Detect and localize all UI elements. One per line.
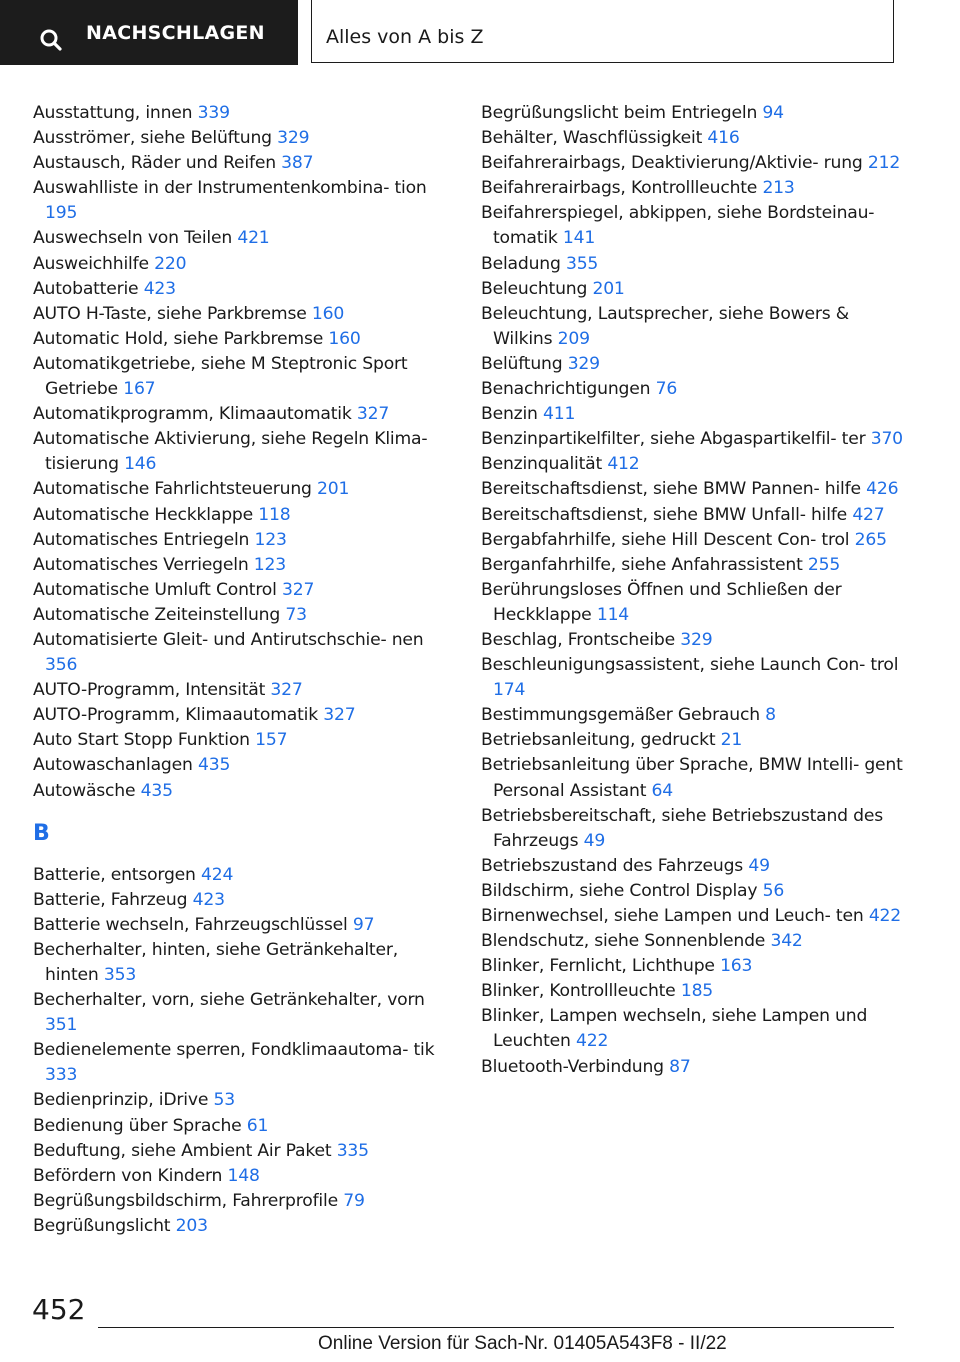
index-entry	[33, 728, 453, 753]
entry-text: Automatisches Verriegeln	[33, 554, 249, 575]
entry-text: Benzinqualität	[481, 454, 603, 475]
page-link[interactable]: 21	[720, 730, 743, 751]
entry-text: Beschleunigungsassistent, siehe Launch Con‐ trol	[481, 655, 899, 676]
entry-text: Begrüßungslicht	[33, 1215, 171, 1236]
entry-text: Belüftung	[481, 353, 563, 374]
entry-text: Bluetooth-Verbindung	[481, 1056, 664, 1077]
index-entry	[481, 277, 911, 302]
index-entry	[481, 954, 911, 979]
index-entry	[481, 302, 911, 352]
index-entry	[33, 988, 453, 1038]
index-entry	[481, 176, 911, 201]
page-link[interactable]: 49	[748, 855, 770, 876]
page-link[interactable]: 370	[870, 429, 903, 450]
page-link[interactable]: 56	[762, 880, 785, 901]
page-link[interactable]: 335	[336, 1140, 369, 1161]
entry-text: Batterie, entsorgen	[33, 864, 196, 885]
entry-text: Betriebsanleitung über Sprache, BMW Intelli‐ gent Personal Assistant	[481, 755, 903, 801]
index-entry	[33, 352, 453, 402]
page-link[interactable]: 114	[596, 604, 630, 625]
page-link[interactable]: 160	[311, 303, 345, 324]
entry-text: Automatische Umluft Control	[33, 579, 277, 600]
index-entry	[33, 703, 453, 728]
index-entry	[481, 151, 911, 176]
index-entry	[33, 753, 453, 778]
page-link[interactable]: 53	[213, 1090, 235, 1111]
entry-text: Befördern von Kindern	[33, 1165, 223, 1186]
page-link[interactable]: 416	[707, 128, 740, 149]
index-entry	[481, 503, 911, 528]
index-entry	[481, 201, 911, 251]
index-entry	[33, 678, 453, 703]
page-link[interactable]: 435	[140, 780, 173, 801]
index-entry	[33, 603, 453, 628]
entry-text: AUTO-Programm, Intensität	[33, 680, 266, 701]
index-entry	[33, 1088, 453, 1113]
entry-text: Automatisierte Gleit- und Antirutschschie‐ nen	[33, 629, 424, 650]
page-link[interactable]: 327	[270, 680, 303, 701]
page-link[interactable]: 412	[607, 454, 640, 475]
index-entry	[33, 528, 453, 553]
entry-text: Bereitschaftsdienst, siehe BMW Pannen‐ hilfe	[481, 479, 861, 500]
entry-text: Austausch, Räder und Reifen	[33, 153, 276, 174]
index-entry	[33, 252, 453, 277]
page-link[interactable]: 201	[592, 278, 625, 299]
index-entry	[33, 101, 453, 126]
page-link[interactable]: 201	[317, 479, 350, 500]
entry-text: Automatische Heckklappe	[33, 504, 253, 525]
entry-text: Autobatterie	[33, 278, 139, 299]
index-entry	[481, 252, 911, 277]
entry-text: Beduftung, siehe Ambient Air Paket	[33, 1140, 332, 1161]
footer-divider	[98, 1327, 894, 1328]
entry-text: Autowäsche	[33, 780, 136, 801]
page-link[interactable]: 213	[762, 178, 795, 199]
entry-text: Beschlag, Frontscheibe	[481, 629, 676, 650]
page-link[interactable]: 212	[867, 153, 901, 174]
index-entry	[33, 402, 453, 427]
section-header	[311, 0, 894, 63]
index-entry	[481, 929, 911, 954]
page-link[interactable]: 427	[852, 504, 885, 525]
index-entry	[481, 879, 911, 904]
entry-text: Blinker, Fernlicht, Lichthupe	[481, 956, 715, 977]
entry-text: Automatic Hold, siehe Parkbremse	[33, 328, 324, 349]
page-link[interactable]: 203	[175, 1215, 208, 1236]
index-entry	[33, 503, 453, 528]
index-entry	[33, 477, 453, 502]
page-link[interactable]: 255	[807, 554, 841, 575]
index-entry	[481, 553, 911, 578]
page-link[interactable]: 411	[543, 404, 576, 425]
index-entry	[481, 101, 911, 126]
page-link[interactable]: 167	[123, 379, 156, 400]
page-link[interactable]: 157	[255, 730, 288, 751]
page-link[interactable]: 355	[565, 253, 599, 274]
entry-text: Berganfahrhilfe, siehe Anfahrassistent	[481, 554, 803, 575]
entry-text: Auto Start Stopp Funktion	[33, 730, 250, 751]
page-link[interactable]: 123	[254, 529, 287, 550]
entry-text: Berührungsloses Öffnen und Schließen der Heckklappe	[481, 579, 842, 625]
page-link[interactable]: 342	[770, 931, 803, 952]
entry-text: Bedienelemente sperren, Fondklimaautoma‐ tik	[33, 1040, 435, 1061]
page-link[interactable]: 148	[227, 1165, 260, 1186]
entry-text: Bergabfahrhilfe, siehe Hill Descent Con‐ trol	[481, 529, 850, 550]
page-link[interactable]: 356	[45, 655, 78, 676]
page-link[interactable]: 163	[720, 956, 753, 977]
entry-text: Betriebsanleitung, gedruckt	[481, 730, 716, 751]
index-entry	[33, 126, 453, 151]
entry-text: Benzinpartikelfilter, siehe Abgaspartikelfil‐ ter	[481, 429, 866, 450]
index-entry	[481, 427, 911, 452]
page-link[interactable]: 265	[854, 529, 887, 550]
page-link[interactable]: 97	[352, 914, 375, 935]
search-icon	[40, 29, 62, 55]
entry-text: Batterie, Fahrzeug	[33, 889, 188, 910]
header-tab[interactable]	[0, 0, 298, 65]
page-link[interactable]: 329	[277, 128, 310, 149]
page-link[interactable]: 160	[328, 328, 361, 349]
entry-text: Benachrichtigungen	[481, 379, 651, 400]
entry-text: Benzin	[481, 404, 538, 425]
page-link[interactable]: 220	[154, 253, 187, 274]
page-link[interactable]: 73	[285, 604, 307, 625]
index-entry	[481, 904, 911, 929]
index-entry	[481, 578, 911, 628]
index-entry	[33, 628, 453, 678]
page-link[interactable]: 339	[197, 103, 230, 123]
index-entry	[481, 402, 911, 427]
entry-text: Bildschirm, siehe Control Display	[481, 880, 758, 901]
entry-text: Birnenwechsel, siehe Lampen und Leuch‐ ten	[481, 906, 864, 926]
page-link[interactable]: 435	[197, 755, 231, 776]
index-entry	[481, 728, 911, 753]
page-link[interactable]: 87	[669, 1056, 691, 1077]
index-entry	[33, 578, 453, 603]
entry-text: Auswahlliste in der Instrumentenkombina‐ tion	[33, 178, 427, 199]
entry-text: Automatikgetriebe, siehe M Steptronic Sport Getriebe	[33, 353, 408, 400]
page-link[interactable]: 387	[281, 153, 314, 174]
index-entry	[481, 377, 911, 402]
entry-text: Beladung	[481, 253, 561, 274]
index-entry	[33, 913, 453, 938]
index-entry	[481, 753, 911, 803]
index-entry	[33, 226, 453, 251]
section-title: Alles von A bis Z	[326, 26, 484, 48]
entry-text: Begrüßungslicht beim Entriegeln	[481, 103, 758, 123]
index-entry	[481, 1004, 911, 1054]
entry-text: Automatisches Entriegeln	[33, 529, 250, 550]
page-link[interactable]: 185	[680, 981, 714, 1002]
page-link[interactable]: 8	[765, 705, 776, 726]
index-entry	[33, 151, 453, 176]
entry-text: Bedienung über Sprache	[33, 1115, 242, 1136]
page-link[interactable]: 353	[103, 965, 137, 985]
page-link[interactable]: 49	[583, 830, 606, 851]
index-entry	[481, 979, 911, 1004]
page-link[interactable]: 422	[868, 906, 902, 926]
index-entry	[481, 854, 911, 879]
page-link[interactable]: 423	[143, 278, 176, 299]
index-entry	[33, 1189, 453, 1214]
index-entry	[33, 1038, 453, 1088]
page-link[interactable]: 174	[493, 680, 526, 701]
page-link[interactable]: 329	[680, 629, 713, 650]
page-number: 452	[32, 1293, 86, 1326]
entry-text: Bereitschaftsdienst, siehe BMW Unfall‐ hilfe	[481, 504, 848, 525]
entry-text: Ausströmer, siehe Belüftung	[33, 128, 272, 149]
page-link[interactable]: 426	[866, 479, 899, 500]
entry-text: Betriebsbereitschaft, siehe Betriebszustand des Fahrzeugs	[481, 805, 883, 851]
entry-text: Beifahrerairbags, Deaktivierung/Aktivie‐ rung	[481, 153, 863, 174]
entry-text: Ausstattung, innen	[33, 103, 193, 123]
index-entry	[33, 327, 453, 352]
page-link[interactable]: 141	[562, 228, 596, 249]
index-entry	[33, 779, 453, 804]
entry-text: Becherhalter, vorn, siehe Getränkehalter, vorn	[33, 990, 425, 1011]
entry-text: Batterie wechseln, Fahrzeugschlüssel	[33, 914, 348, 935]
index-entry	[33, 938, 453, 988]
page-link[interactable]: 61	[246, 1115, 269, 1136]
entry-text: Autowaschanlagen	[33, 755, 193, 776]
index-entry	[481, 703, 911, 728]
page-link[interactable]: 329	[567, 353, 600, 374]
index-entry	[33, 888, 453, 913]
page-link[interactable]: 79	[343, 1190, 365, 1211]
entry-text: Beifahrerairbags, Kontrollleuchte	[481, 178, 758, 199]
index-entry	[33, 553, 453, 578]
index-entry	[33, 863, 453, 888]
page-link[interactable]: 123	[253, 554, 286, 575]
entry-text: Beifahrerspiegel, abkippen, siehe Bordsteinau‐ tomatik	[481, 203, 875, 249]
index-entry	[481, 804, 911, 854]
index-entry	[33, 1114, 453, 1139]
page-link[interactable]: 209	[557, 328, 590, 349]
page-link[interactable]: 64	[651, 780, 673, 801]
index-entry	[33, 427, 453, 477]
page-link[interactable]: 423	[192, 889, 225, 910]
index-entry	[481, 352, 911, 377]
page-link[interactable]: 327	[356, 404, 390, 425]
tab-label: NACHSCHLAGEN	[86, 22, 265, 44]
entry-text: AUTO H-Taste, siehe Parkbremse	[33, 303, 307, 324]
entry-text: Automatikprogramm, Klimaautomatik	[33, 404, 352, 425]
index-column-left	[33, 101, 453, 1239]
entry-text: Bedienprinzip, iDrive	[33, 1090, 209, 1111]
entry-text: AUTO-Programm, Klimaautomatik	[33, 705, 318, 726]
entry-text: Becherhalter, hinten, siehe Getränkehalter, hinten	[33, 939, 398, 985]
page-link[interactable]: 195	[45, 203, 78, 224]
entry-text: Blinker, Kontrollleuchte	[481, 981, 676, 1002]
entry-text: Behälter, Waschflüssigkeit	[481, 128, 703, 149]
entry-text: Automatische Aktivierung, siehe Regeln Klima‐ tisierung	[33, 429, 428, 475]
index-entry	[481, 126, 911, 151]
index-column-right	[481, 101, 911, 1080]
page-link[interactable]: 422	[575, 1031, 609, 1052]
entry-text: Ausweichhilfe	[33, 253, 149, 274]
index-entry	[481, 653, 911, 703]
page-link[interactable]: 421	[237, 228, 270, 249]
entry-text: Blendschutz, siehe Sonnenblende	[481, 931, 766, 952]
page-link[interactable]: 333	[45, 1065, 78, 1086]
entry-text: Blinker, Lampen wechseln, siehe Lampen und Leuchten	[481, 1006, 868, 1052]
index-entry	[33, 1214, 453, 1239]
index-entry	[481, 528, 911, 553]
page-link[interactable]: 146	[124, 454, 157, 475]
entry-text: Automatische Zeiteinstellung	[33, 604, 281, 625]
entry-text: Auswechseln von Teilen	[33, 228, 233, 249]
index-entry	[481, 477, 911, 502]
entry-text: Betriebszustand des Fahrzeugs	[481, 855, 744, 876]
index-entry	[33, 176, 453, 226]
entry-text: Automatische Fahrlichtsteuerung	[33, 479, 312, 500]
index-entry	[481, 1055, 911, 1080]
page-link[interactable]: 327	[323, 705, 356, 726]
index-entry	[33, 1139, 453, 1164]
page-link[interactable]: 76	[655, 379, 678, 400]
index-entry	[33, 277, 453, 302]
index-entry	[33, 302, 453, 327]
entry-text: Beleuchtung, Lautsprecher, siehe Bowers & Wilkins	[481, 303, 849, 349]
index-entry	[33, 1164, 453, 1189]
entry-text: Bestimmungsgemäßer Gebrauch	[481, 705, 760, 726]
footer-text: Online Version für Sach-Nr. 01405A543F8 - II/22	[318, 1333, 727, 1354]
index-entry	[481, 452, 911, 477]
page-link[interactable]: 94	[762, 103, 784, 123]
entry-text: Begrüßungsbildschirm, Fahrerprofile	[33, 1190, 338, 1211]
page-link[interactable]: 327	[281, 579, 315, 600]
index-entry	[481, 628, 911, 653]
page-link[interactable]: 424	[201, 864, 234, 885]
section-letter: B	[33, 820, 50, 846]
page-link[interactable]: 118	[258, 504, 291, 525]
entry-text: Beleuchtung	[481, 278, 588, 299]
page-link[interactable]: 351	[45, 1015, 78, 1036]
